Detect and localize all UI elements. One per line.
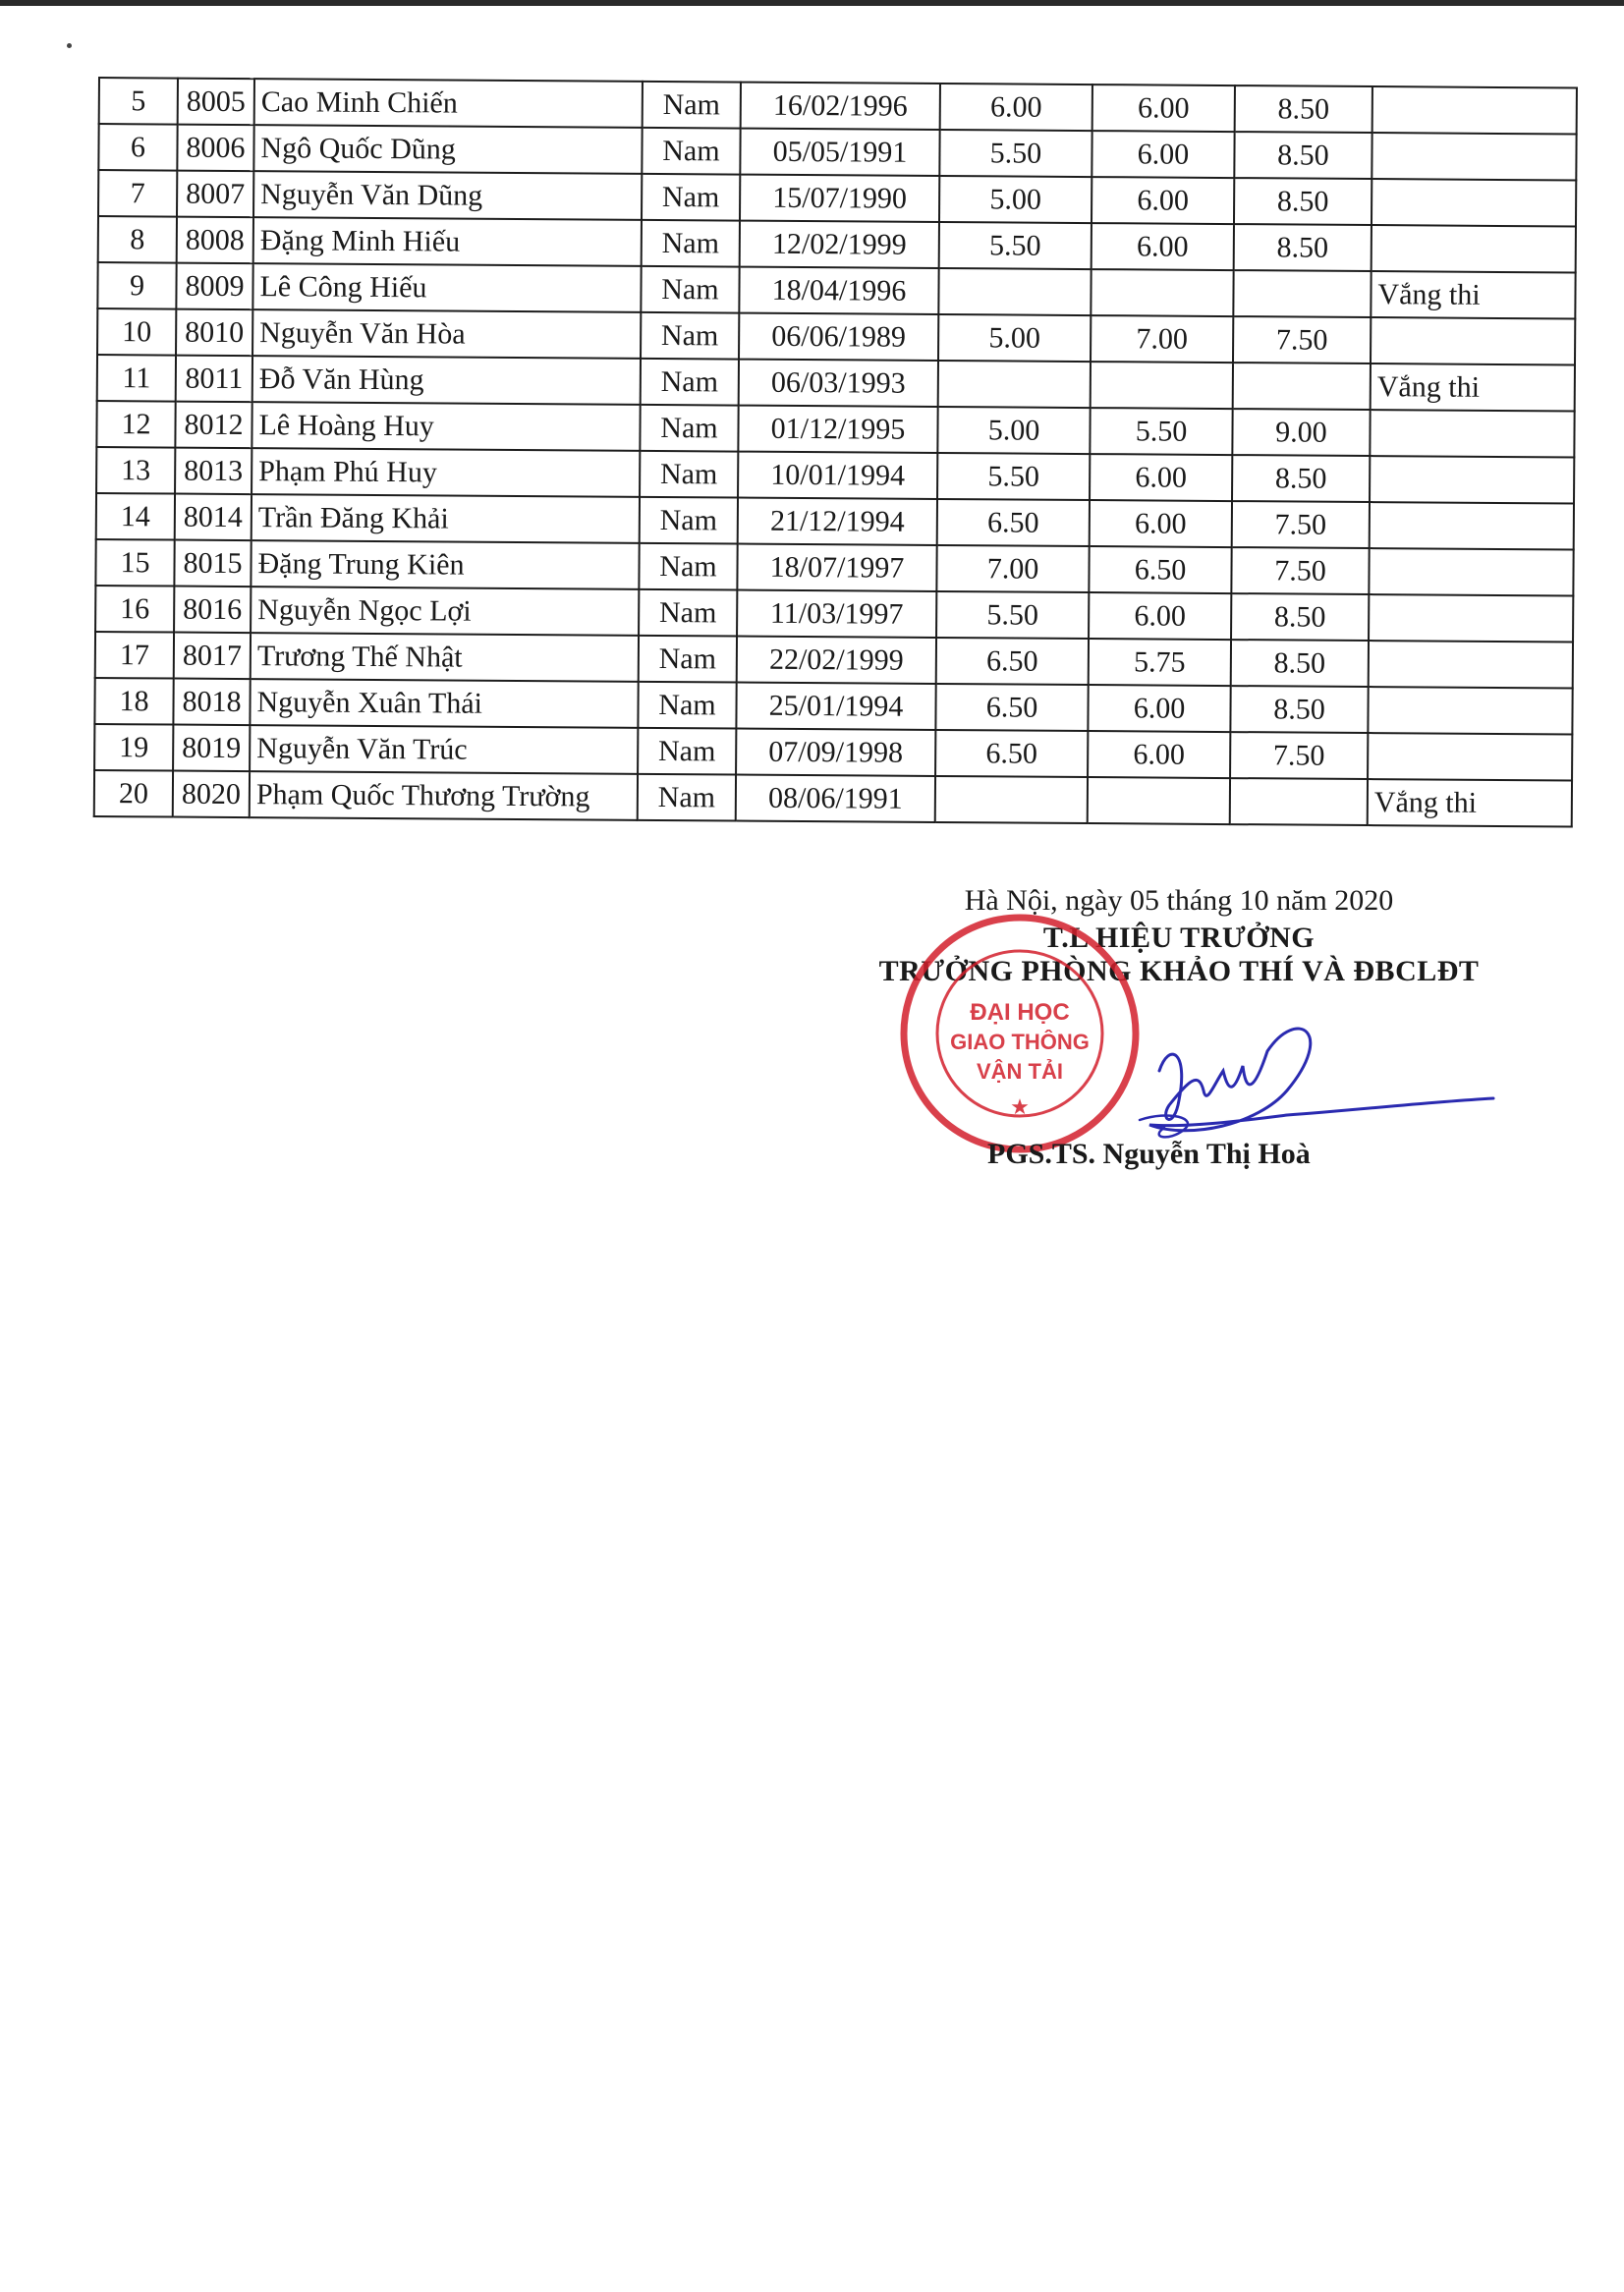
cell-birth-date: 06/03/1993	[739, 360, 938, 407]
cell-birth-date: 05/05/1991	[740, 129, 939, 176]
cell-candidate-number: 8016	[174, 587, 251, 634]
cell-candidate-number: 8008	[177, 217, 253, 264]
cell-note	[1369, 641, 1573, 688]
cell-score-1: 5.50	[937, 453, 1090, 500]
cell-stt: 5	[99, 78, 178, 125]
official-seal	[892, 906, 1148, 1161]
cell-score-2: 6.00	[1088, 685, 1230, 732]
cell-stt: 12	[96, 401, 175, 448]
cell-score-2: 7.00	[1091, 315, 1233, 363]
cell-gender: Nam	[638, 774, 736, 821]
cell-stt: 15	[95, 539, 174, 587]
cell-candidate-number: 8006	[177, 125, 253, 172]
cell-gender: Nam	[639, 543, 737, 590]
cell-full-name: Cao Minh Chiến	[254, 79, 643, 128]
cell-note	[1370, 502, 1574, 549]
cell-note: Vắng thi	[1368, 779, 1572, 826]
cell-stt: 16	[95, 586, 174, 633]
cell-birth-date: 18/07/1997	[737, 544, 936, 591]
cell-score-2: 6.00	[1088, 731, 1230, 778]
cell-score-2: 6.00	[1092, 131, 1234, 178]
cell-score-3	[1233, 363, 1371, 410]
cell-stt: 13	[96, 447, 175, 494]
cell-birth-date: 18/04/1996	[739, 267, 938, 314]
cell-note	[1372, 133, 1576, 180]
cell-full-name: Nguyễn Văn Trúc	[250, 725, 638, 774]
cell-gender: Nam	[642, 128, 740, 175]
cell-score-2	[1088, 777, 1230, 824]
cell-candidate-number: 8017	[174, 633, 251, 680]
cell-score-2: 6.00	[1092, 223, 1234, 270]
cell-score-1: 6.50	[936, 638, 1089, 685]
authority-line: T.L HIỆU TRƯỞNG	[1042, 922, 1316, 954]
cell-birth-date: 07/09/1998	[736, 729, 935, 776]
cell-full-name: Nguyễn Xuân Thái	[250, 679, 638, 728]
cell-stt: 18	[94, 678, 173, 725]
cell-birth-date: 06/06/1989	[739, 313, 938, 361]
cell-gender: Nam	[640, 405, 738, 452]
cell-full-name: Trần Đăng Khải	[252, 494, 640, 543]
cell-score-3	[1230, 778, 1368, 825]
cell-full-name: Lê Công Hiếu	[252, 263, 641, 312]
cell-gender: Nam	[639, 636, 737, 683]
cell-gender: Nam	[643, 82, 741, 129]
cell-birth-date: 15/07/1990	[740, 175, 939, 222]
cell-score-2: 6.50	[1089, 546, 1231, 593]
cell-gender: Nam	[642, 174, 740, 221]
cell-full-name: Đặng Minh Hiếu	[253, 217, 642, 266]
signer-name: PGS.TS. Nguyễn Thị Hoà	[987, 1138, 1311, 1170]
cell-score-3: 8.50	[1231, 593, 1369, 641]
cell-birth-date: 01/12/1995	[738, 406, 937, 453]
cell-score-3: 8.50	[1232, 455, 1370, 502]
cell-stt: 14	[96, 493, 175, 540]
cell-score-1: 5.50	[939, 222, 1092, 269]
cell-score-1: 6.50	[935, 684, 1088, 731]
cell-score-3: 8.50	[1231, 640, 1369, 687]
cell-note	[1372, 225, 1576, 272]
cell-full-name: Trương Thế Nhật	[251, 633, 639, 682]
place-date: Hà Nội, ngày 05 tháng 10 năm 2020	[964, 884, 1394, 917]
cell-note: Vắng thi	[1371, 363, 1575, 411]
cell-score-3: 8.50	[1234, 178, 1372, 225]
cell-full-name: Phạm Quốc Thương Trường	[250, 771, 638, 820]
cell-note	[1369, 548, 1573, 595]
cell-note	[1369, 594, 1573, 642]
cell-candidate-number: 8007	[177, 171, 253, 218]
cell-note	[1371, 317, 1575, 364]
cell-score-2: 5.50	[1090, 408, 1232, 455]
cell-score-3: 8.50	[1234, 224, 1372, 271]
cell-score-3: 8.50	[1235, 85, 1372, 133]
cell-candidate-number: 8014	[175, 494, 252, 541]
cell-score-1: 6.00	[940, 84, 1092, 131]
office-title: TRƯỞNG PHÒNG KHẢO THÍ VÀ ĐBCLĐT	[878, 955, 1480, 987]
cell-birth-date: 25/01/1994	[736, 683, 935, 730]
cell-birth-date: 21/12/1994	[738, 498, 937, 545]
cell-birth-date: 10/01/1994	[738, 452, 937, 499]
cell-note: Vắng thi	[1371, 271, 1575, 318]
cell-candidate-number: 8010	[176, 309, 252, 357]
cell-score-2: 6.00	[1089, 592, 1231, 640]
cell-gender: Nam	[641, 359, 739, 406]
cell-stt: 19	[94, 724, 173, 771]
cell-score-2: 6.00	[1092, 84, 1235, 132]
cell-gender: Nam	[642, 220, 740, 267]
cell-note	[1368, 687, 1572, 734]
cell-full-name: Lê Hoàng Huy	[252, 402, 640, 451]
cell-note	[1372, 86, 1577, 134]
cell-gender: Nam	[640, 497, 738, 544]
cell-gender: Nam	[641, 266, 739, 313]
cell-stt: 6	[98, 124, 177, 171]
cell-candidate-number: 8018	[173, 679, 250, 726]
cell-score-1	[938, 268, 1091, 315]
cell-full-name: Nguyễn Văn Dũng	[253, 171, 642, 220]
cell-full-name: Nguyễn Ngọc Lợi	[251, 587, 639, 636]
cell-score-2: 6.00	[1090, 454, 1232, 501]
cell-note	[1370, 456, 1574, 503]
cell-birth-date: 08/06/1991	[736, 775, 935, 822]
cell-candidate-number: 8012	[175, 402, 252, 449]
cell-score-3	[1233, 270, 1371, 317]
cell-score-3: 7.50	[1233, 316, 1371, 363]
cell-birth-date: 16/02/1996	[741, 83, 940, 130]
cell-candidate-number: 8009	[176, 263, 252, 310]
seal-text-3: VẬN TẢI	[977, 1059, 1063, 1084]
cell-score-2: 5.75	[1089, 639, 1231, 686]
cell-gender: Nam	[638, 682, 736, 729]
cell-score-1: 5.00	[939, 176, 1092, 223]
cell-score-1: 5.00	[937, 407, 1090, 454]
cell-full-name: Phạm Phú Huy	[252, 448, 640, 497]
cell-stt: 9	[97, 262, 176, 309]
cell-score-3: 8.50	[1234, 132, 1372, 179]
cell-full-name: Đỗ Văn Hùng	[252, 356, 641, 405]
cell-score-1	[935, 776, 1088, 823]
cell-candidate-number: 8011	[176, 356, 252, 403]
cell-score-2	[1091, 362, 1233, 409]
cell-gender: Nam	[641, 312, 739, 360]
cell-score-3: 7.50	[1230, 732, 1368, 779]
cell-birth-date: 12/02/1999	[740, 221, 939, 268]
cell-score-2	[1091, 269, 1233, 316]
cell-gender: Nam	[639, 589, 737, 637]
cell-score-3: 7.50	[1232, 501, 1370, 548]
cell-score-3: 8.50	[1230, 686, 1368, 733]
cell-birth-date: 22/02/1999	[737, 637, 936, 684]
scan-speck	[67, 43, 72, 48]
cell-note	[1368, 733, 1572, 780]
cell-candidate-number: 8019	[173, 725, 250, 772]
cell-score-3: 7.50	[1231, 547, 1369, 594]
cell-birth-date: 11/03/1997	[737, 590, 936, 638]
cell-stt: 11	[97, 355, 176, 402]
cell-score-1: 6.50	[935, 730, 1088, 777]
cell-gender: Nam	[640, 451, 738, 498]
cell-score-2: 6.00	[1090, 500, 1232, 547]
cell-candidate-number: 8020	[173, 771, 250, 818]
cell-candidate-number: 8013	[175, 448, 252, 495]
cell-full-name: Ngô Quốc Dũng	[253, 125, 642, 174]
score-table-body	[94, 78, 1577, 826]
cell-score-1: 5.50	[936, 591, 1089, 639]
cell-full-name: Nguyễn Văn Hòa	[252, 309, 641, 359]
cell-note	[1370, 410, 1574, 457]
svg-text:★: ★	[1010, 1094, 1030, 1119]
cell-full-name: Đặng Trung Kiên	[251, 540, 639, 589]
cell-score-1: 6.50	[937, 499, 1090, 546]
cell-gender: Nam	[638, 728, 736, 775]
cell-score-3: 9.00	[1232, 409, 1370, 456]
cell-score-1	[938, 361, 1091, 408]
page-top-edge	[0, 0, 1624, 6]
cell-candidate-number: 8015	[174, 540, 251, 587]
table-row	[94, 770, 1572, 826]
cell-candidate-number: 8005	[178, 79, 254, 126]
cell-stt: 20	[94, 770, 173, 817]
cell-stt: 17	[95, 632, 174, 679]
cell-stt: 8	[98, 216, 177, 263]
cell-score-1: 5.00	[938, 314, 1091, 362]
cell-score-1: 5.50	[939, 130, 1092, 177]
cell-score-2: 6.00	[1092, 177, 1234, 224]
cell-stt: 10	[97, 308, 176, 356]
cell-stt: 7	[98, 170, 177, 217]
cell-score-1: 7.00	[936, 545, 1089, 592]
seal-text-1: ĐẠI HỌC	[970, 999, 1070, 1026]
seal-text-2: GIAO THÔNG	[950, 1030, 1090, 1054]
cell-note	[1372, 179, 1576, 226]
score-table	[93, 77, 1578, 827]
